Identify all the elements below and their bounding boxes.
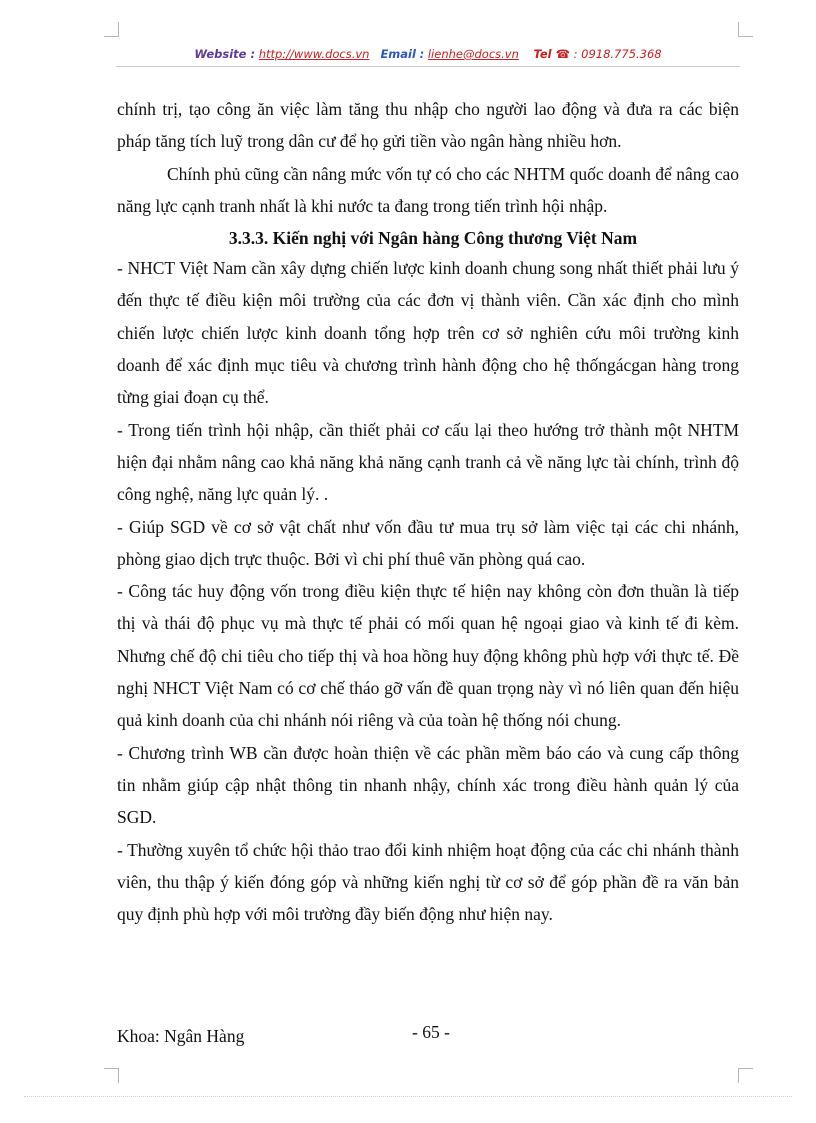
paragraph-8: - Thường xuyên tổ chức hội thảo trao đổi kinh nhiệm hoạt động của các chi nhánh thành viên, thu thập ý kiến đóng góp và những kiến nghị từ cơ sở để góp phần đề ra văn bản quy định phù hợp với môi trường đầy biến động như hiện nay.: [117, 839, 739, 925]
tel-label: Tel ☎: [533, 47, 570, 61]
tel-value: : 0918.775.368: [573, 47, 662, 61]
crop-mark-top-right: [738, 22, 753, 37]
paragraph-6: - Công tác huy động vốn trong điều kiện thực tế hiện nay không còn đơn thuần là tiếp thị và thái độ phục vụ mà thực tế phải có mối quan hệ ngoại giao và kinh tế đi kèm. Nhưng chế độ chi tiêu cho tiếp thị và hoa hồng huy động không phù hợp với thực tế. Đề nghị NHCT Việt Nam có cơ chế tháo gỡ vấn đề quan trọng này vì nó liên quan đến hiệu quả kinh doanh của chi nhánh nói riêng và của toàn hệ thống nói chung.: [117, 581, 739, 731]
paragraph-3: - NHCT Việt Nam cần xây dựng chiến lược kinh doanh chung song nhất thiết phải lưu ý đến thực tế điều kiện môi trường của các đơn vị thành viên. Cần xác định cho mình chiến lược chiến lược kinh doanh tổng hợp trên cơ sở nghiên cứu môi trường kinh doanh để xác định mục tiêu và chương trình hành động cho hệ thốngácgan hàng trong từng giai đoạn cụ thể.: [117, 258, 739, 408]
paragraph-4: - Trong tiến trình hội nhập, cần thiết phải cơ cấu lại theo hướng trở thành một NHTM hiện đại nhằm nâng cao khả năng khả năng cạnh tranh cả về năng lực tài chính, trình độ công nghệ, năng lực quản lý. .: [117, 419, 739, 505]
email-label: Email: [380, 47, 416, 61]
section-heading: 3.3.3. Kiến nghị với Ngân hàng Công thương Việt Nam: [228, 228, 638, 249]
footer-faculty: Khoa: Ngân Hàng: [117, 1026, 245, 1046]
paragraph-5: - Giúp SGD về cơ sở vật chất như vốn đầu tư mua trụ sở làm việc tại các chi nhánh, phòng giao dịch trực thuộc. Bởi vì chi phí thuê văn phòng quá cao.: [117, 516, 739, 569]
crop-mark-bottom-left: [104, 1068, 119, 1083]
website-link[interactable]: http://www.docs.vn: [258, 47, 370, 61]
crop-mark-top-left: [104, 22, 119, 37]
page-number: - 65 -: [412, 1022, 450, 1042]
paragraph-7: - Chương trình WB cần được hoàn thiện về các phần mềm báo cáo và cung cấp thông tin nhằm giúp cập nhật thông tin nhanh nhậy, chính xác trong điều hành quản lý của SGD.: [117, 742, 739, 828]
email-separator: :: [419, 47, 425, 61]
paragraph-2: Chính phủ cũng cần nâng mức vốn tự có cho các NHTM quốc doanh để nâng cao năng lực cạnh tranh nhất là khi nước ta đang trong tiến trình hội nhập.: [117, 163, 739, 216]
document-body: [117, 93, 739, 930]
paragraph-1: chính trị, tạo công ăn việc làm tăng thu nhập cho người lao động và đưa ra các biện pháp tăng tích luỹ trong dân cư để họ gửi tiền vào ngân hàng nhiều hơn.: [117, 99, 739, 152]
website-label: Website :: [194, 47, 256, 61]
bottom-border: [24, 1096, 792, 1097]
email-link[interactable]: lienhe@docs.vn: [427, 47, 519, 61]
crop-mark-bottom-right: [738, 1068, 753, 1083]
header-divider: [116, 66, 740, 67]
